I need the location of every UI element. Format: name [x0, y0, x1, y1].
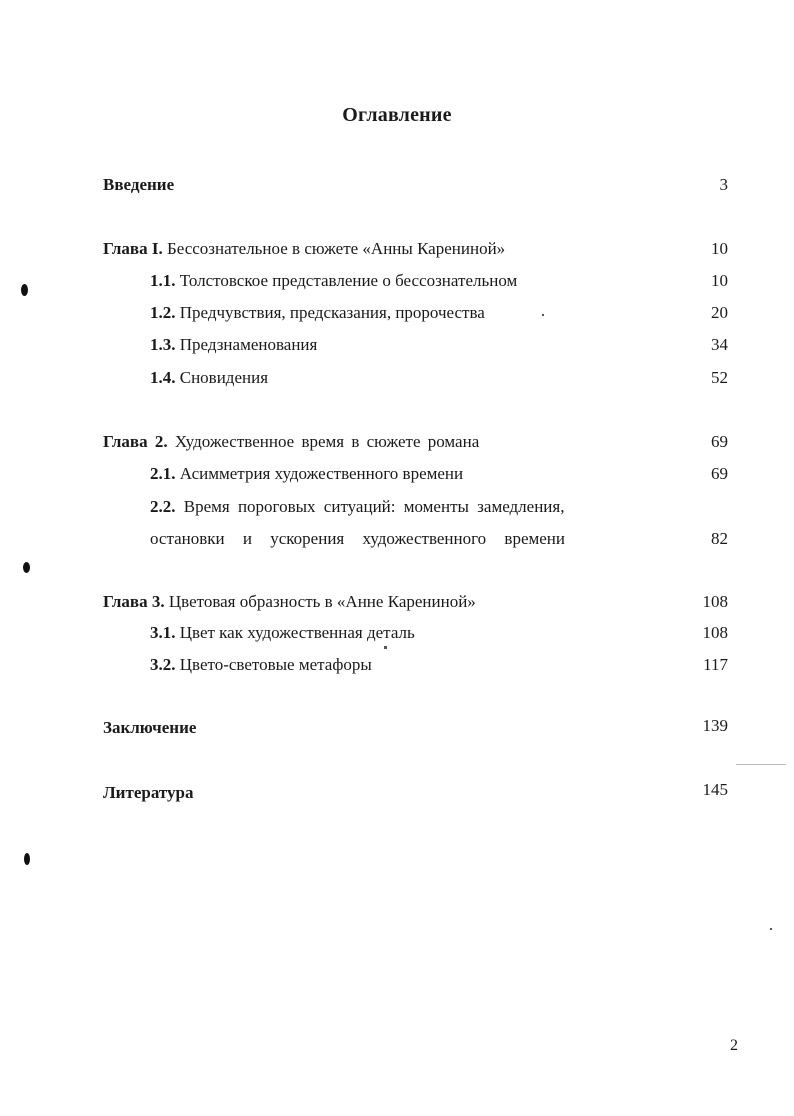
toc-page-number: 34 [711, 335, 728, 354]
toc-entry-section-1-4[interactable] [150, 368, 268, 388]
section-title: Предзнаменования [179, 335, 318, 354]
chapter-prefix: Глава 3. [103, 592, 165, 611]
section-title: Толстовское представление о бессознательном [179, 271, 518, 290]
toc-entry-section-3-1[interactable] [150, 623, 415, 643]
toc-page-number: 82 [711, 529, 728, 548]
toc-entry-section-1-1[interactable] [150, 271, 517, 291]
scan-speck [736, 764, 786, 765]
section-number: 1.3. [150, 335, 176, 354]
toc-entry-section-1-3[interactable] [150, 335, 317, 355]
scan-speck [384, 646, 387, 649]
page-title: Оглавление [342, 104, 452, 126]
chapter-title: Бессознательное в сюжете «Анны Карениной» [166, 239, 506, 258]
chapter-prefix: Глава I. [103, 239, 163, 258]
section-number: 1.1. [150, 271, 176, 290]
chapter-title: Художественное время в сюжете романа [174, 432, 480, 451]
toc-page-number: 10 [711, 271, 728, 290]
scan-speck [770, 928, 772, 930]
chapter-prefix: Глава 2. [103, 432, 168, 451]
scan-speck [542, 314, 544, 316]
section-number: 3.2. [150, 655, 176, 674]
toc-entry-section-2-2[interactable] [150, 497, 564, 517]
section-number: 3.1. [150, 623, 176, 642]
toc-page-number: 69 [711, 464, 728, 483]
toc-page-number: 108 [702, 592, 728, 611]
section-number: 2.1. [150, 464, 176, 483]
toc-entry-chapter-2[interactable] [103, 432, 479, 452]
section-title-line-1: Время пороговых ситуаций: моменты замедления, [183, 497, 565, 516]
toc-page-number: 69 [711, 432, 728, 451]
section-number: 1.2. [150, 303, 176, 322]
binding-hole-mark [24, 853, 30, 865]
toc-page-number: 10 [711, 239, 728, 258]
toc-page-number: 145 [702, 780, 728, 799]
section-title: Асимметрия художественного времени [179, 464, 464, 483]
section-title: Предчувствия, предсказания, пророчества [179, 303, 485, 322]
binding-hole-mark [23, 562, 30, 573]
section-title: Цвет как художественная деталь [179, 623, 415, 642]
toc-entry-label: Литература [103, 783, 194, 802]
toc-page-number: 108 [702, 623, 728, 642]
toc-entry-label: Заключение [103, 718, 197, 737]
toc-page-number: 117 [703, 655, 728, 674]
toc-entry-section-2-2-continued[interactable] [150, 529, 565, 549]
section-number: 1.4. [150, 368, 176, 387]
toc-entry-chapter-3[interactable] [103, 592, 476, 612]
toc-entry-section-2-1[interactable] [150, 464, 463, 484]
section-number: 2.2. [150, 497, 176, 516]
toc-page-number: 20 [711, 303, 728, 322]
section-title-line-2: остановки и ускорения художественного времени [150, 529, 565, 548]
toc-entry-chapter-1[interactable] [103, 239, 505, 259]
section-title: Цвето-световые метафоры [179, 655, 372, 674]
binding-hole-mark [21, 284, 28, 296]
toc-entry-section-3-2[interactable] [150, 655, 372, 675]
toc-page-number: 139 [702, 716, 728, 735]
toc-entry-section-1-2[interactable] [150, 303, 485, 323]
toc-entry-label: Введение [103, 175, 175, 194]
page-number: 2 [730, 1037, 738, 1054]
toc-page-number: 3 [719, 175, 728, 194]
toc-page-number: 52 [711, 368, 728, 387]
chapter-title: Цветовая образность в «Анне Карениной» [168, 592, 476, 611]
section-title: Сновидения [179, 368, 269, 387]
